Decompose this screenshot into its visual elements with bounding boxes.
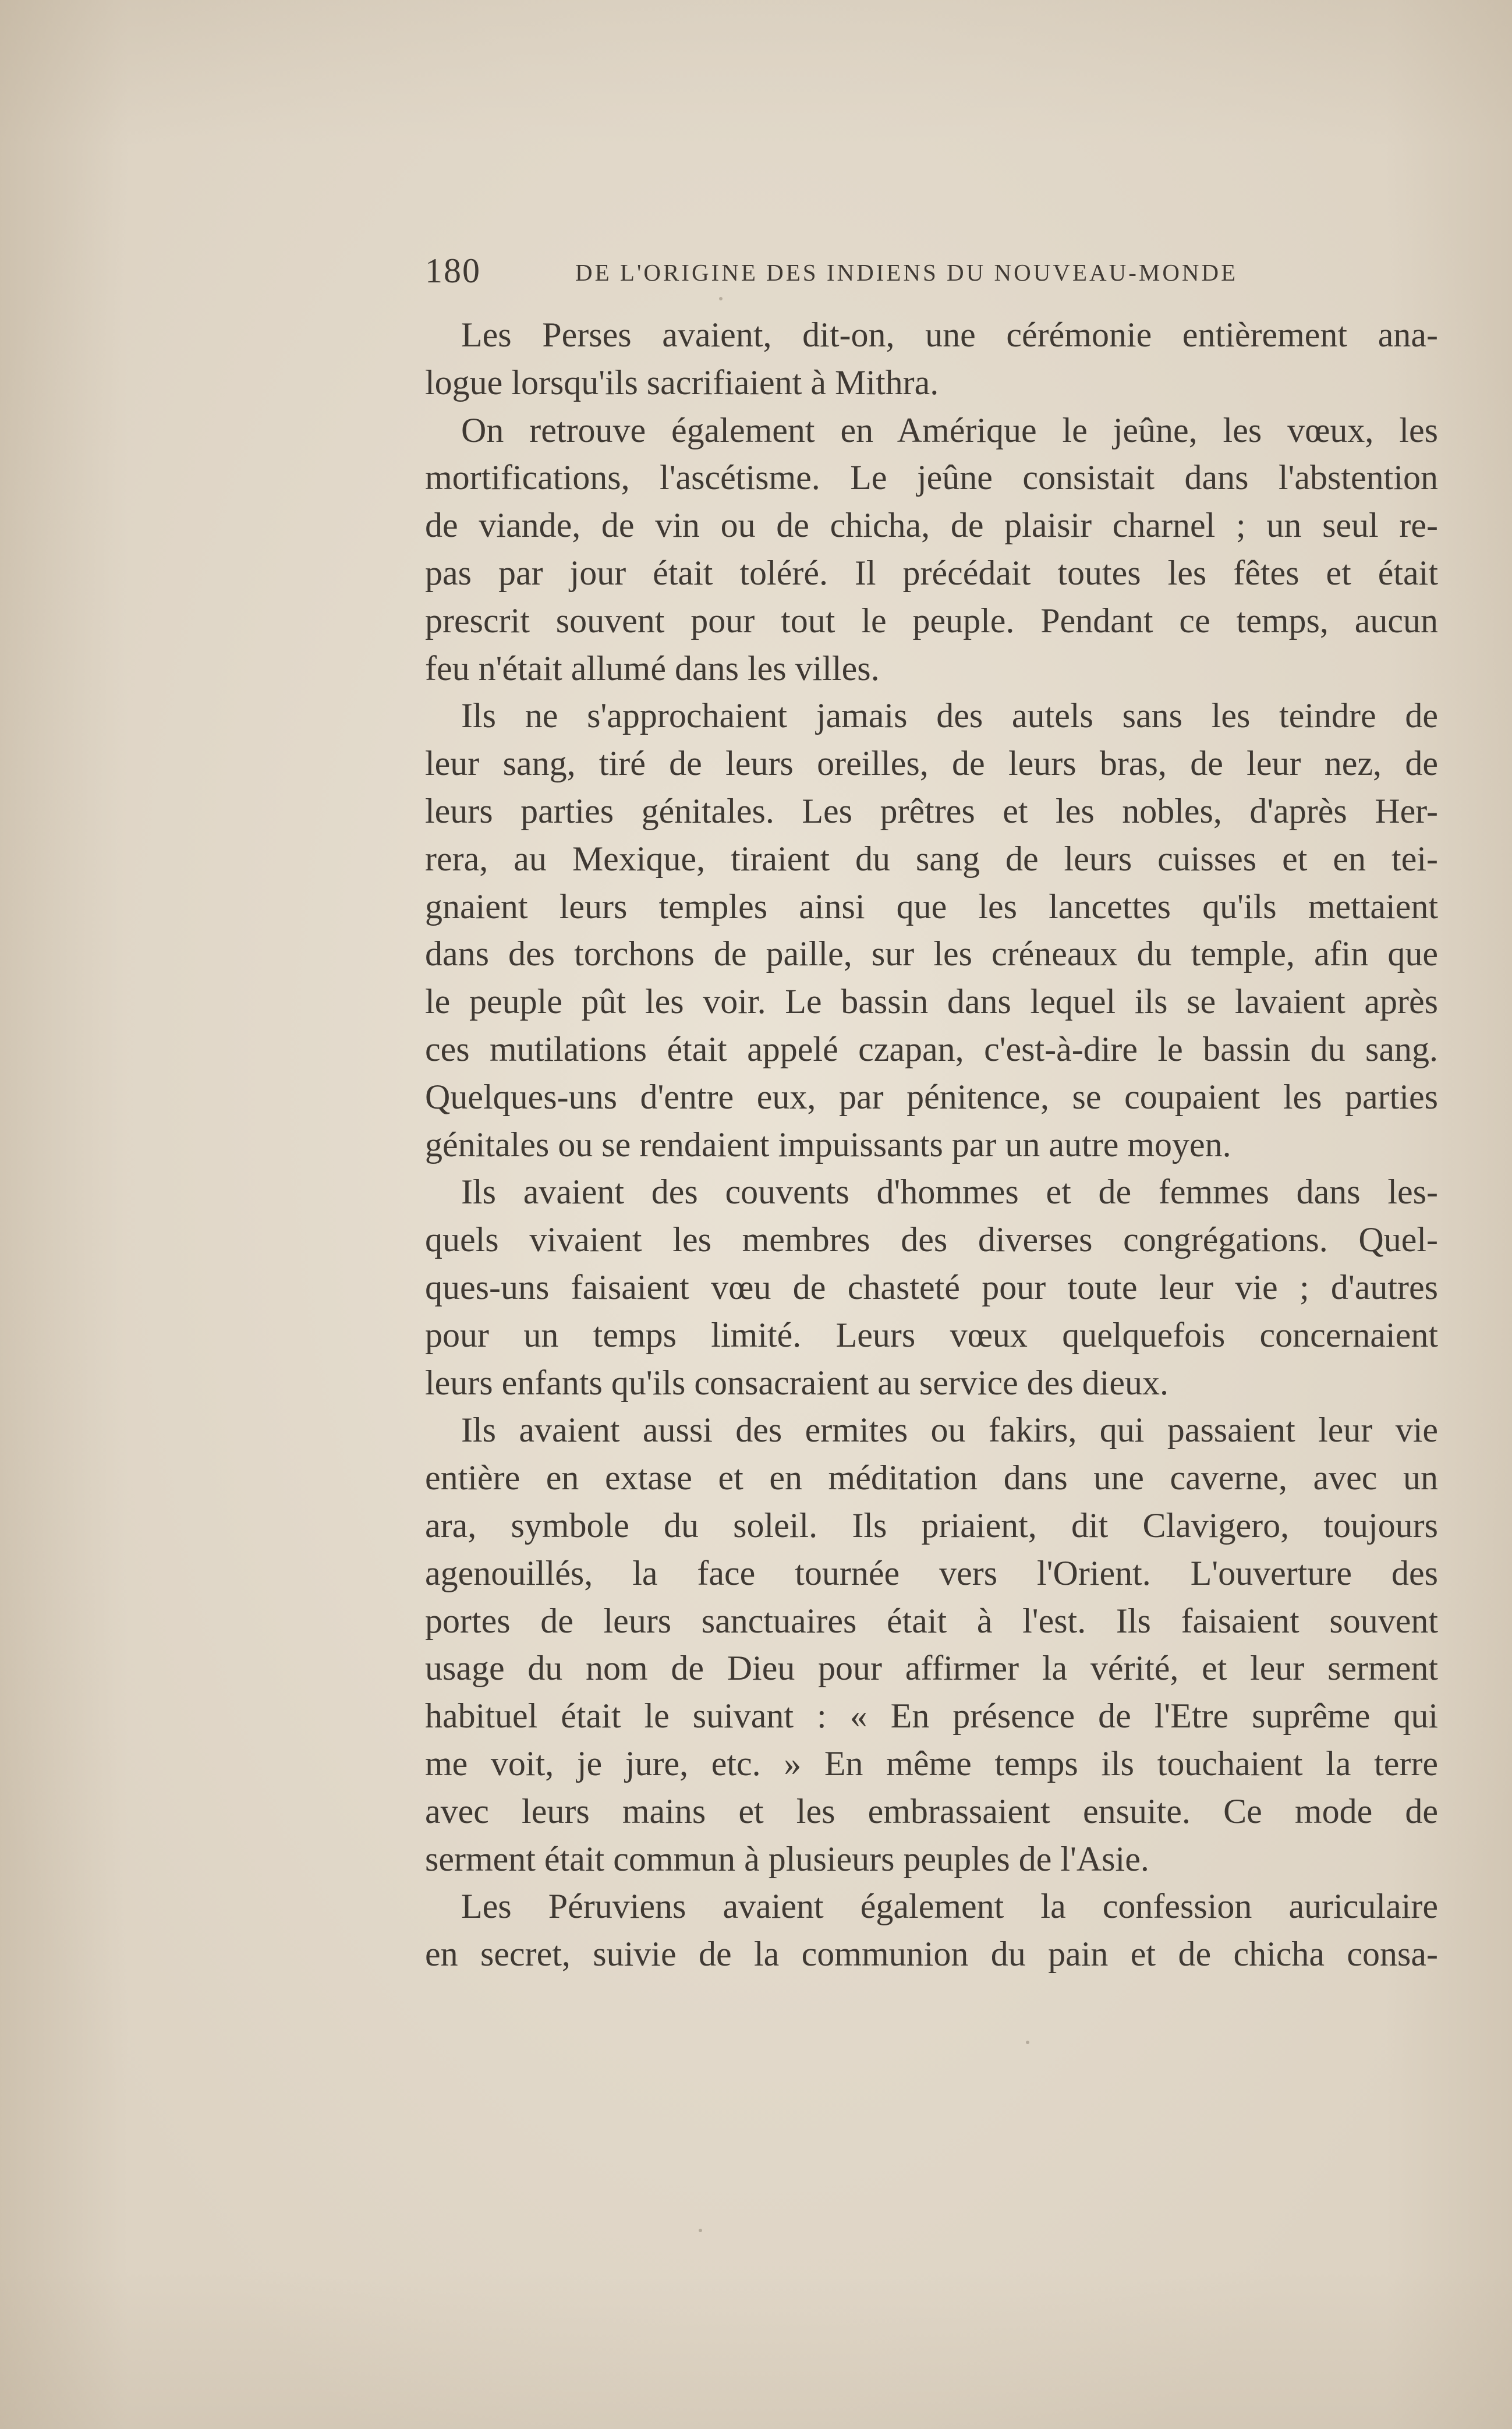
paragraph: [425, 1883, 1438, 1978]
text-line: leurs enfants qu'ils consacraient au service des dieux.: [425, 1363, 1169, 1402]
running-head: [425, 247, 1298, 294]
body-text: [425, 311, 1438, 1978]
text-line: pas par jour était toléré. Il précédait toutes les fêtes et était: [425, 553, 1438, 592]
text-line: me voit, je jure, etc. » En même temps ils touchaient la terre: [425, 1744, 1438, 1783]
text-line: logue lorsqu'ils sacrifiaient à Mithra.: [425, 363, 939, 402]
text-line: dans des torchons de paille, sur les créneaux du temple, afin que: [425, 934, 1438, 973]
text-line: leurs parties génitales. Les prêtres et les nobles, d'après Her-: [425, 791, 1438, 830]
text-line: quels vivaient les membres des diverses congrégations. Quel-: [425, 1220, 1438, 1259]
text-line: de viande, de vin ou de chicha, de plaisir charnel ; un seul re-: [425, 506, 1438, 545]
text-line: entière en extase et en méditation dans une caverne, avec un: [425, 1458, 1438, 1497]
text-line: en secret, suivie de la communion du pain et de chicha consa-: [425, 1935, 1438, 1974]
text-line: prescrit souvent pour tout le peuple. Pendant ce temps, aucun: [425, 601, 1438, 640]
text-line: habituel était le suivant : « En présence de l'Etre suprême qui: [425, 1697, 1438, 1736]
text-line: ara, symbole du soleil. Ils priaient, dit Clavigero, toujours: [425, 1506, 1438, 1545]
paragraph: [425, 407, 1438, 693]
paper-speck: [719, 297, 723, 300]
text-line: Ils avaient aussi des ermites ou fakirs, qui passaient leur vie: [461, 1411, 1438, 1450]
paragraph: [425, 1169, 1438, 1407]
text-line: agenouillés, la face tournée vers l'Orient. L'ouverture des: [425, 1553, 1438, 1592]
text-line: le peuple pût les voir. Le bassin dans lequel ils se lavaient après: [425, 982, 1438, 1021]
paper-speck: [699, 2229, 702, 2232]
paper-speck: [1026, 2041, 1029, 2044]
running-head-title: DE L'ORIGINE DES INDIENS DU NOUVEAU-MONDE: [575, 259, 1238, 286]
text-line: avec leurs mains et les embrassaient ensuite. Ce mode de: [425, 1791, 1438, 1830]
text-line: mortifications, l'ascétisme. Le jeûne consistait dans l'abstention: [425, 458, 1438, 497]
text-line: Ils avaient des couvents d'hommes et de femmes dans les-: [461, 1173, 1438, 1212]
paragraph: [425, 1407, 1438, 1883]
text-line: usage du nom de Dieu pour affirmer la vérité, et leur serment: [425, 1649, 1438, 1688]
text-line: On retrouve également en Amérique le jeûne, les vœux, les: [461, 410, 1438, 449]
page-number: 180: [425, 252, 481, 290]
text-line: Les Péruviens avaient également la confession auriculaire: [461, 1887, 1438, 1926]
text-line: pour un temps limité. Leurs vœux quelquefois concernaient: [425, 1315, 1438, 1354]
paragraph: [425, 692, 1438, 1169]
text-line: Les Perses avaient, dit-on, une cérémonie entièrement ana-: [461, 316, 1438, 354]
text-line: ques-uns faisaient vœu de chasteté pour toute leur vie ; d'autres: [425, 1267, 1438, 1306]
text-line: leur sang, tiré de leurs oreilles, de leurs bras, de leur nez, de: [425, 744, 1438, 783]
text-line: gnaient leurs temples ainsi que les lancettes qu'ils mettaient: [425, 887, 1438, 926]
paragraph: [425, 311, 1438, 407]
text-line: Quelques-uns d'entre eux, par pénitence, se coupaient les parties: [425, 1077, 1438, 1116]
text-line: feu n'était allumé dans les villes.: [425, 649, 880, 688]
text-line: génitales ou se rendaient impuissants par un autre moyen.: [425, 1125, 1231, 1164]
text-line: portes de leurs sanctuaires était à l'est. Ils faisaient souvent: [425, 1601, 1438, 1640]
text-line: ces mutilations était appelé czapan, c'est-à-dire le bassin du sang.: [425, 1029, 1438, 1068]
text-line: rera, au Mexique, tiraient du sang de leurs cuisses et en tei-: [425, 839, 1438, 878]
text-line: Ils ne s'approchaient jamais des autels sans les teindre de: [461, 696, 1438, 735]
text-line: serment était commun à plusieurs peuples de l'Asie.: [425, 1839, 1149, 1878]
